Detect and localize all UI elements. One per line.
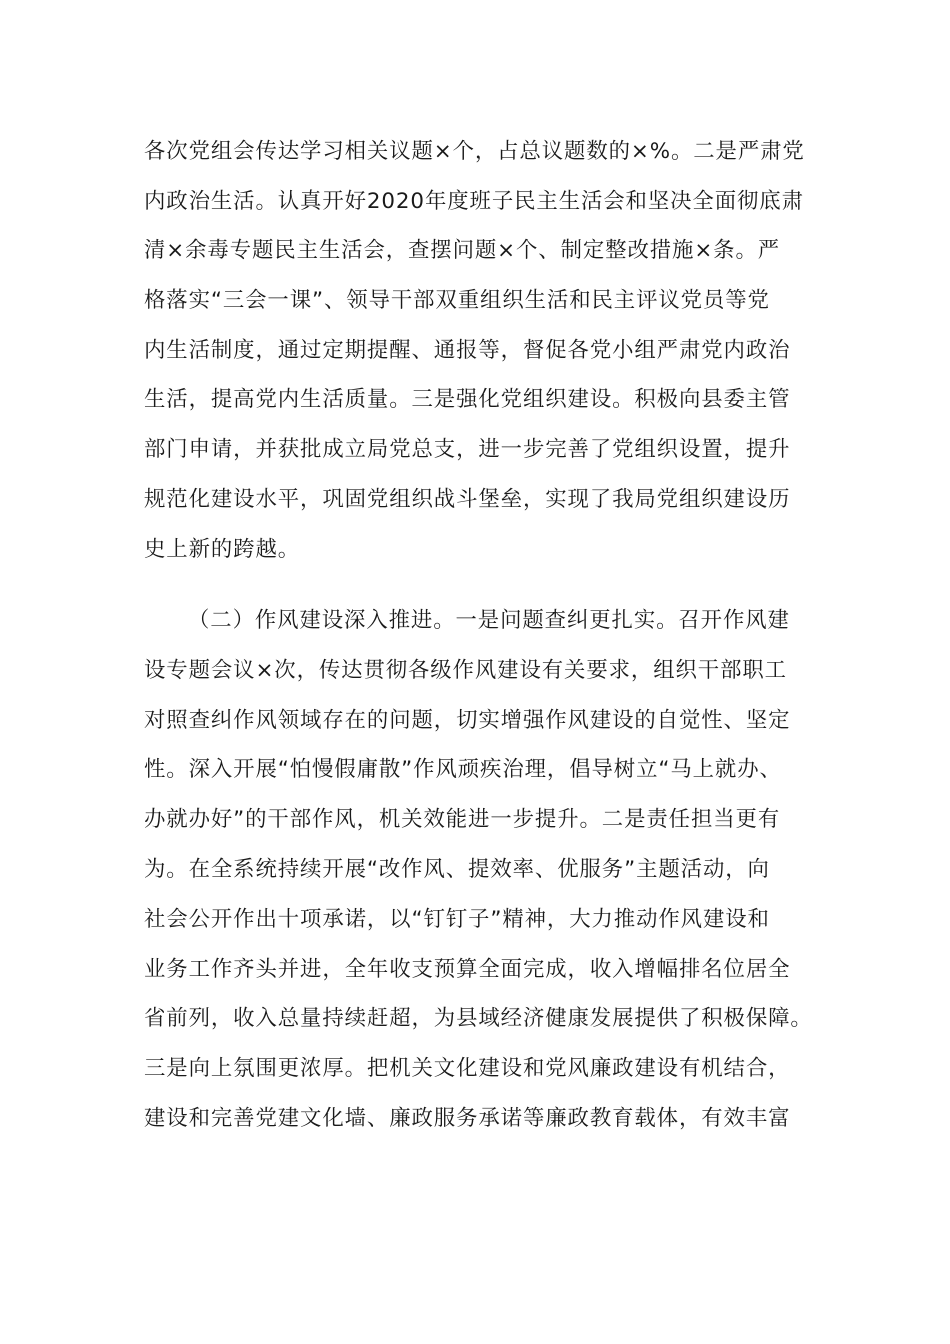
text-line: 史上新的跨越。 [144, 536, 301, 562]
text-line: 为。在全系统持续开展“改作风、提效率、优服务”主题活动，向 [144, 856, 770, 882]
text-line: 清×余毒专题民主生活会，查摆问题×个、制定整改措施×条。严 [144, 238, 781, 264]
text-line: 省前列，收入总量持续赶超，为县域经济健康发展提供了积极保障。 [144, 1006, 813, 1032]
text-line: 规范化建设水平，巩固党组织战斗堡垒，实现了我局党组织建设历 [144, 486, 791, 512]
text-line: 三是向上氛围更浓厚。把机关文化建设和党风廉政建设有机结合， [144, 1056, 791, 1082]
text-line: 业务工作齐头并进，全年收支预算全面完成，收入增幅排名位居全 [144, 956, 791, 982]
text-line: 对照查纠作风领域存在的问题，切实增强作风建设的自觉性、坚定 [144, 707, 791, 733]
paragraph-work-style [144, 596, 813, 1144]
text-line: 内生活制度，通过定期提醒、通报等，督促各党小组严肃党内政治 [144, 337, 791, 363]
text-line: 格落实“三会一课”、领导干部双重组织生活和民主评议党员等党 [144, 288, 770, 314]
text-line: 建设和完善党建文化墙、廉政服务承诺等廉政教育载体，有效丰富 [144, 1105, 791, 1131]
text-line: 办就办好”的干部作风，机关效能进一步提升。二是责任担当更有 [144, 807, 781, 833]
paragraph-party-building [144, 127, 806, 573]
text-line: 各次党组会传达学习相关议题×个，占总议题数的×%。二是严肃党 [144, 139, 805, 164]
text-line: 内政治生活。认真开好2020年度班子民主生活会和坚决全面彻底肃 [144, 188, 804, 214]
text-line: 部门申请，并获批成立局党总支，进一步完善了党组织设置，提升 [144, 437, 791, 463]
text-line: 设专题会议×次，传达贯彻各级作风建设有关要求，组织干部职工 [144, 657, 787, 683]
text-line: 社会公开作出十项承诺，以“钉钉子”精神，大力推动作风建设和 [144, 906, 770, 932]
text-line: 生活，提高党内生活质量。三是强化党组织建设。积极向县委主管 [144, 387, 791, 413]
text-line: 性。深入开展“怕慢假庸散”作风顽疾治理，倡导树立“马上就办、 [144, 757, 782, 783]
section-heading-line: （二）作风建设深入推进。一是问题查纠更扎实。召开作风建 [188, 608, 790, 633]
